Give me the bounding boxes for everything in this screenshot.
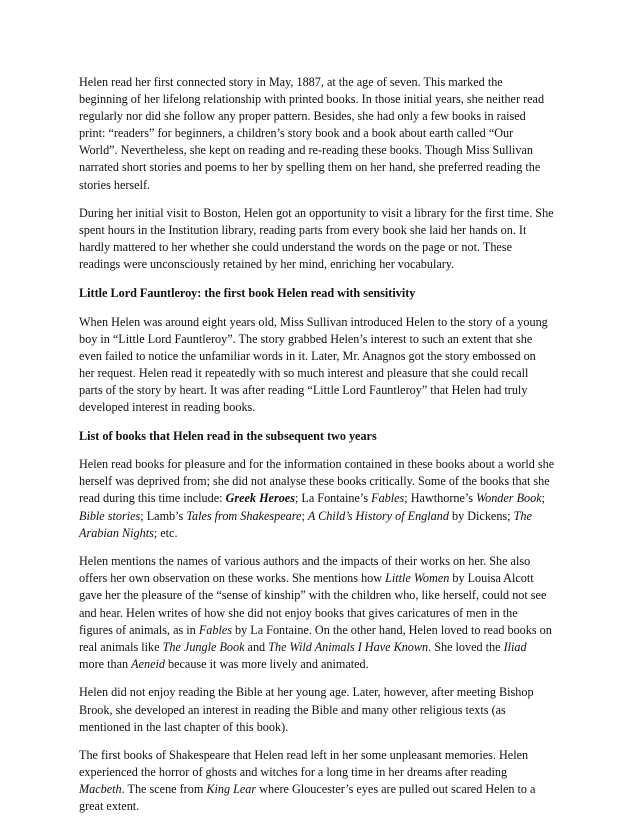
text-line: herself was deprived from; she did not analyse these books critically. Some of the books that she bbox=[79, 474, 550, 489]
paragraph-first-story bbox=[79, 74, 571, 194]
text-line: stories herself. bbox=[79, 177, 151, 192]
text-line: Brook, she developed an interest in reading the Bible and many other religious texts (as bbox=[79, 702, 506, 717]
text-run: . She loved the bbox=[428, 639, 504, 654]
text-run: by Dickens; bbox=[448, 508, 514, 523]
text-line: and hear. Helen writes of how she did not enjoy books that gives caricatures of men in the bbox=[79, 605, 518, 620]
text-line: Helen read books for pleasure and for the information contained in these books about a world she bbox=[79, 457, 555, 472]
text-run: read during this time include: bbox=[79, 491, 226, 506]
text-line: mentioned in the last chapter of this book). bbox=[79, 719, 289, 734]
paragraph-boston-library bbox=[79, 205, 571, 273]
text-line: boy in “Little Lord Fauntleroy”. The story grabbed Helen’s interest to such an extent that she bbox=[79, 331, 533, 346]
text-line: spent hours in the Institution library, reading parts from every book she laid her hands on. It bbox=[79, 223, 527, 238]
text-line: Helen read her first connected story in May, 1887, at the age of seven. This marked the bbox=[79, 75, 503, 89]
book-title: Tales from Shakespeare bbox=[186, 508, 302, 523]
text-line bbox=[79, 508, 571, 525]
book-title: The bbox=[513, 508, 532, 523]
text-line: Helen did not enjoy reading the Bible at her young age. Later, however, after meeting Bishop bbox=[79, 685, 534, 700]
text-run: . The scene from bbox=[121, 782, 207, 797]
book-title: Little Women bbox=[385, 571, 450, 586]
text-line: The first books of Shakespeare that Helen read left in her some unpleasant memories. Helen bbox=[79, 748, 529, 763]
book-title: Fables bbox=[198, 622, 232, 637]
book-title: The Wild Animals I Have Known bbox=[268, 639, 429, 654]
paragraph-bible bbox=[79, 684, 571, 735]
section-heading-book-list: List of books that Helen read in the subsequent two years bbox=[79, 428, 377, 443]
text-line: experienced the horror of ghosts and witches for a long time in her dreams after reading bbox=[79, 765, 508, 780]
book-title: The Jungle Book bbox=[162, 639, 245, 654]
book-title: A Child’s History of England bbox=[307, 508, 449, 523]
text-line: readings were unconsciously retained by her mind, enriching her vocabulary. bbox=[79, 257, 455, 272]
text-line: beginning of her lifelong relationship with printed books. In those initial years, she neither read bbox=[79, 92, 545, 107]
book-title: Bible stories bbox=[79, 508, 141, 523]
text-line: Helen mentions the names of various authors and the impacts of their works on her. She also bbox=[79, 554, 531, 569]
text-line bbox=[79, 622, 571, 639]
paragraph-books-for-pleasure bbox=[79, 456, 571, 541]
text-line: parts of the story by heart. It was after reading “Little Lord Fauntleroy” that Helen had truly bbox=[79, 383, 528, 397]
text-line: When Helen was around eight years old, Miss Sullivan introduced Helen to the story of a young bbox=[79, 314, 548, 329]
text-run: because it was more lively and animated. bbox=[164, 656, 369, 671]
text-line bbox=[79, 656, 571, 673]
text-run: offers her own observation on these works. She mentions how bbox=[79, 571, 386, 586]
text-line: regularly nor did she follow any proper pattern. Besides, she had only a few books in raised bbox=[79, 109, 526, 124]
text-run: ; bbox=[301, 508, 308, 523]
text-line: great extent. bbox=[79, 799, 140, 814]
text-run: real animals like bbox=[79, 639, 163, 654]
text-line bbox=[79, 525, 571, 542]
text-run: where Gloucester’s eyes are pulled out scared Helen to a bbox=[256, 782, 536, 797]
book-title: Wonder Book bbox=[476, 491, 542, 506]
text-line: narrated short stories and poems to her by spelling them on her hand, she preferred reading the bbox=[79, 160, 541, 175]
paragraph-shakespeare bbox=[79, 747, 571, 815]
text-run: ; La Fontaine’s bbox=[294, 491, 372, 506]
text-run: ; Hawthorne’s bbox=[404, 491, 477, 506]
text-run: more than bbox=[79, 656, 132, 671]
text-line: developed interest in reading books. bbox=[79, 400, 256, 415]
text-line bbox=[79, 490, 571, 507]
text-line: gave her the pleasure of the “sense of kinship” with the children who, like herself, could not see bbox=[79, 588, 547, 603]
text-run: and bbox=[244, 639, 269, 654]
paragraph-fauntleroy bbox=[79, 314, 571, 417]
text-line: her request. Helen read it repeatedly with so much interest and pleasure that she could recall bbox=[79, 365, 529, 380]
paragraph-authors-impact bbox=[79, 553, 571, 673]
book-title: King Lear bbox=[206, 782, 257, 797]
text-line bbox=[79, 781, 571, 798]
text-line: World”. Nevertheless, she kept on reading and re-reading these books. Though Miss Sullivan bbox=[79, 143, 534, 158]
text-line bbox=[79, 639, 571, 656]
book-title: Macbeth bbox=[79, 782, 122, 797]
text-line: During her initial visit to Boston, Helen got an opportunity to visit a library for the first time. She bbox=[79, 206, 554, 221]
text-run: by La Fontaine. On the other hand, Helen loved to read books on bbox=[232, 622, 552, 637]
text-run: ; bbox=[541, 491, 546, 506]
book-title: Arabian Nights bbox=[79, 525, 154, 540]
book-title: Aeneid bbox=[131, 656, 165, 671]
book-title: Greek Heroes bbox=[225, 491, 295, 506]
text-run: ; etc. bbox=[153, 525, 178, 540]
text-line: hardly mattered to her whether she could understand the words on the page or not. These bbox=[79, 240, 512, 255]
text-run: ; Lamb’s bbox=[140, 508, 187, 523]
text-run: by Louisa Alcott bbox=[449, 571, 534, 586]
text-line: even failed to notice the unfamiliar words in it. Later, Mr. Anagnos got the story embossed on bbox=[79, 348, 536, 363]
book-title: Iliad bbox=[503, 639, 527, 654]
text-line bbox=[79, 570, 571, 587]
text-line: print: “readers” for beginners, a children’s story book and a book about earth called “Our bbox=[79, 126, 514, 141]
book-title: Fables bbox=[371, 491, 405, 506]
section-heading-fauntleroy: Little Lord Fauntleroy: the first book Helen read with sensitivity bbox=[79, 286, 416, 301]
document-body bbox=[79, 74, 571, 827]
text-run: figures of animals, as in bbox=[79, 622, 199, 637]
